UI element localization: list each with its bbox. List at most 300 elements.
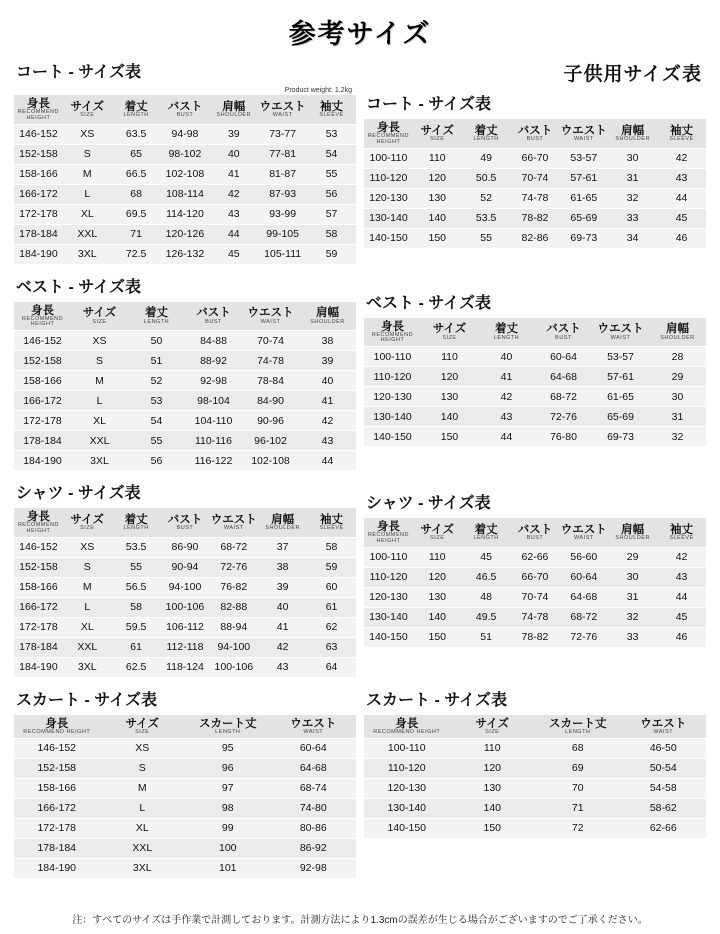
cell-height: 184-190 [19,248,58,261]
cell-shoulder: 38 [258,557,307,577]
table-body [14,537,356,677]
cell-size: L [71,391,128,411]
cell-shoulder: 40 [299,371,356,391]
cell-sleeve: 42 [657,148,706,168]
cell-skirt_length: 69 [535,758,621,778]
cell-height: 172-178 [14,617,63,637]
column-header-size [63,95,112,124]
cell-bust: 76-80 [550,430,577,443]
column-header-en: SHOULDER [660,334,695,341]
table-body [364,547,706,647]
column-header-en: BUST [176,525,194,532]
cell-height: 100-110 [364,738,450,758]
cell-length: 52 [462,188,511,208]
cell-bust: 116-122 [194,454,233,467]
cell-length: 42 [478,387,535,407]
column-header-en: WAIST [573,135,594,142]
column-header-jp: 肩幅 [222,100,246,113]
column-header-en: WAIST [303,728,324,735]
table-body [364,148,706,248]
column-header-en: SIZE [430,535,445,542]
cell-size: XL [71,411,128,431]
cell-size: 150 [440,430,459,443]
cell-shoulder: 29 [608,547,657,567]
table-row [14,838,356,858]
column-header-shoulder [209,95,258,124]
cell-skirt_length: 99 [185,818,271,838]
column-header-waist [271,715,357,738]
cell-bust: 126-132 [165,248,205,261]
cell-sleeve: 60 [307,577,356,597]
column-header-bust [511,518,560,547]
cell-sleeve: 44 [657,188,706,208]
cell-size: M [100,778,186,798]
adult-column [14,55,356,888]
header-row [364,518,706,547]
cell-waist: 64-68 [271,758,357,778]
column-header-en: LENGTH [565,728,591,735]
cell-size: 110 [450,738,536,758]
cell-size: 130 [413,188,462,208]
cell-size: L [63,597,112,617]
header-row [14,715,356,738]
cell-shoulder: 41 [299,391,356,411]
cell-skirt_length: 70 [535,778,621,798]
column-header-waist [559,518,608,547]
cell-size: 120 [421,367,478,387]
column-header-jp: サイズ [125,717,160,730]
table-row [14,451,356,471]
table-row [364,818,706,838]
cell-waist: 82-88 [209,597,258,617]
cell-waist: 53-57 [559,148,608,168]
table-row [14,537,356,557]
column-header-en: RECOMMEND HEIGHT [23,728,91,735]
column-header-en: LENGTH [473,135,499,142]
cell-waist: 73-77 [258,124,307,144]
column-header-en: LENGTH [123,111,149,118]
spacer [364,456,706,486]
cell-height: 166-172 [14,391,71,411]
cell-sleeve: 42 [657,547,706,567]
table-row [14,597,356,617]
column-header-size [63,508,112,537]
cell-waist: 86-92 [271,838,357,858]
column-header-en: WAIST [260,318,281,325]
header-row [364,318,706,347]
column-header-en: SLEEVE [669,535,694,542]
kids-vest-section [364,290,706,447]
column-header-en: RECOMMEND HEIGHT [367,133,409,145]
table-row [14,371,356,391]
adult-coat-table [14,95,356,264]
column-header-jp: ウエスト [247,307,294,320]
cell-skirt_length: 101 [218,862,237,875]
cell-height: 158-166 [14,164,63,184]
cell-size: 3XL [77,248,97,261]
column-header-shoulder [258,508,307,537]
table-row [364,407,706,427]
column-header-length [112,95,161,124]
cell-height: 120-130 [364,587,413,607]
cell-length: 55 [128,431,185,451]
cell-height: 184-190 [37,862,77,875]
table-row [14,798,356,818]
column-header-jp: 着丈 [474,124,498,137]
column-header-en: WAIST [272,111,293,118]
column-header-size [100,715,186,738]
cell-skirt_length: 100 [185,838,271,858]
column-header-jp: バスト [517,524,553,537]
column-header-en: SIZE [485,728,500,735]
cell-bust: 66-70 [511,567,560,587]
cell-sleeve: 45 [657,607,706,627]
cell-height: 120-130 [364,778,450,798]
column-header-en: RECOMMEND HEIGHT [17,522,59,535]
cell-shoulder: 37 [258,537,307,557]
cell-size: XXL [63,637,112,657]
cell-sleeve: 53 [307,124,356,144]
cell-bust: 74-78 [511,607,560,627]
column-header-length [462,518,511,547]
cell-height: 120-130 [364,188,413,208]
cell-size: XL [63,204,112,224]
cell-skirt_length: 98 [185,798,271,818]
cell-waist: 69-73 [570,232,598,245]
product-weight-note: Product weight: 1.2kg [284,87,352,94]
cell-size: 130 [421,387,478,407]
cell-waist: 68-72 [559,607,608,627]
cell-shoulder: 32 [608,188,657,208]
cell-waist: 60-64 [559,567,608,587]
cell-height: 158-166 [14,577,63,597]
cell-length: 68 [112,184,161,204]
table-row [14,244,356,264]
kids-vest-title: ベスト - サイズ表 [366,294,491,312]
column-header-height [364,318,421,347]
column-header-en: SLEEVE [319,111,344,118]
column-header-en: RECOMMEND HEIGHT [373,728,441,735]
cell-waist: 77-81 [258,144,307,164]
cell-bust: 104-110 [185,411,242,431]
column-header-en: BUST [526,135,544,142]
cell-shoulder: 29 [649,367,706,387]
column-header-waist [621,715,707,738]
cell-length: 51 [480,631,492,644]
column-header-jp: バスト [167,514,203,527]
cell-shoulder: 30 [649,387,706,407]
cell-shoulder: 39 [209,124,258,144]
header-row [364,715,706,738]
column-header-jp: サイズ [420,124,455,137]
column-header-jp: バスト [196,307,231,320]
cell-waist: 46-50 [621,738,707,758]
column-header-height [14,715,100,738]
cell-length: 44 [500,430,513,443]
cell-bust: 110-116 [185,431,242,451]
table-row [14,351,356,371]
table-row [364,347,706,367]
cell-waist: 99-105 [258,224,307,244]
cell-length: 54 [128,411,185,431]
table-row [14,391,356,411]
cell-height: 178-184 [14,224,63,244]
cell-shoulder: 31 [649,407,706,427]
cell-height: 110-120 [364,367,421,387]
cell-length: 50.5 [462,168,511,188]
cell-size: 120 [413,567,462,587]
column-header-en: BUST [176,111,194,118]
column-header-bust [511,119,560,148]
table-row [14,557,356,577]
cell-height: 100-110 [364,547,413,567]
table-row [14,124,356,144]
cell-bust: 84-88 [185,331,242,351]
cell-waist: 92-98 [299,862,327,875]
cell-bust: 88-92 [185,351,242,371]
cell-waist: 80-86 [271,818,357,838]
column-header-height [14,508,63,537]
cell-size: 140 [421,407,478,427]
cell-shoulder: 42 [299,411,356,431]
column-header-waist [592,318,649,347]
column-header-jp: 身長 [376,521,400,534]
cell-length: 53.5 [462,208,511,228]
column-header-jp: 着丈 [495,323,518,336]
cell-waist: 57-61 [559,168,608,188]
cell-height: 146-152 [14,331,71,351]
cell-size: 3XL [90,454,109,467]
cell-bust: 90-94 [161,557,210,577]
column-header-jp: サイズ [420,524,455,537]
cell-bust: 70-74 [511,168,560,188]
adult-skirt-section [14,687,356,878]
column-header-jp: サイズ [70,100,105,113]
cell-height: 158-166 [14,371,71,391]
cell-shoulder: 44 [209,224,258,244]
cell-bust: 62-66 [511,547,560,567]
cell-waist: 87-93 [258,184,307,204]
cell-bust: 108-114 [161,184,210,204]
column-header-jp: 身長 [381,320,404,333]
table-header [14,715,356,738]
table-row [364,567,706,587]
cell-waist: 68-74 [271,778,357,798]
cell-bust: 82-86 [521,232,549,245]
adult-shirt-title: シャツ - サイズ表 [16,485,141,503]
cell-bust: 64-68 [535,367,592,387]
column-header-en: SIZE [80,111,95,118]
column-header-en: SHOULDER [216,111,252,118]
column-header-jp: ウエスト [259,100,306,113]
adult-vest-title: ベスト - サイズ表 [16,278,141,296]
column-header-size [71,302,128,331]
cell-height: 130-140 [364,208,413,228]
cell-height: 172-178 [14,204,63,224]
cell-length: 66.5 [112,164,161,184]
cell-length: 49 [462,148,511,168]
cell-waist: 72-76 [570,631,598,644]
cell-sleeve: 46 [675,631,688,644]
column-header-waist [559,119,608,148]
adult-shirt-table [14,508,356,677]
cell-height: 130-140 [364,607,413,627]
cell-size: 130 [413,587,462,607]
table-row [364,208,706,228]
header-row [14,302,356,331]
column-header-jp: ウエスト [560,124,607,137]
cell-size: 130 [450,778,536,798]
column-header-shoulder [649,318,706,347]
cell-bust: 94-98 [161,124,210,144]
column-header-shoulder [608,518,657,547]
column-header-en: LENGTH [143,318,170,325]
cell-length: 51 [128,351,185,371]
cell-shoulder: 31 [608,587,657,607]
table-body [14,124,356,264]
column-header-skirt_length [185,715,271,738]
cell-height: 110-120 [364,758,450,778]
column-header-en: WAIST [610,334,631,341]
cell-bust: 98-104 [185,391,242,411]
column-header-jp: バスト [517,124,553,137]
cell-bust: 98-102 [161,144,210,164]
kids-shirt-table [364,518,706,647]
cell-length: 72.5 [125,248,147,261]
cell-shoulder: 39 [258,577,307,597]
column-header-jp: 袖丈 [320,100,344,113]
table-row [14,577,356,597]
column-header-jp: ウエスト [560,524,607,537]
column-header-en: RECOMMEND HEIGHT [17,109,59,121]
kids-vest-table [364,318,706,447]
cell-shoulder: 31 [608,168,657,188]
cell-waist: 72-76 [209,557,258,577]
kids-skirt-title: スカート - サイズ表 [366,691,507,709]
chart-columns [0,55,720,888]
cell-waist: 105-111 [264,248,302,261]
column-header-jp: 身長 [31,304,54,317]
column-header-en: RECOMMEND HEIGHT [367,532,409,545]
cell-shoulder: 41 [258,617,307,637]
cell-shoulder: 28 [649,347,706,367]
column-header-height [364,518,413,547]
measurement-disclaimer: 注：すべてのサイズは手作業で計測しております。計測方法により1.3cmの誤差が生じる場合がございますのでご了承ください。 [72,915,648,926]
column-header-jp: 身長 [26,511,50,524]
column-header-height [364,119,413,148]
column-header-jp: 身長 [395,717,419,730]
cell-height: 172-178 [14,818,100,838]
column-header-size [450,715,536,738]
column-header-shoulder [608,119,657,148]
cell-waist: 96-102 [242,431,299,451]
table-row [14,657,356,677]
cell-shoulder: 43 [276,661,289,674]
column-header-bust [535,318,592,347]
column-header-jp: サイズ [432,323,467,336]
table-header [14,95,356,124]
cell-length: 62.5 [125,661,147,674]
table-row [364,168,706,188]
cell-shoulder: 45 [227,248,240,261]
table-row [14,778,356,798]
cell-height: 100-110 [364,148,413,168]
cell-skirt_length: 96 [185,758,271,778]
column-header-en: SHOULDER [265,525,300,532]
cell-size: XXL [100,838,186,858]
cell-waist: 58-62 [621,798,707,818]
cell-length: 46.5 [462,567,511,587]
cell-size: 120 [450,758,536,778]
column-header-jp: 身長 [376,122,400,134]
adult-vest-section [14,274,356,471]
column-header-jp: ウエスト [597,323,644,336]
table-row [364,547,706,567]
column-header-waist [209,508,258,537]
column-header-en: BUST [555,334,572,341]
column-header-length [478,318,535,347]
cell-size: S [100,758,186,778]
table-row [364,798,706,818]
cell-bust: 106-112 [161,617,210,637]
cell-height: 140-150 [387,822,427,835]
column-header-length [462,119,511,148]
cell-waist: 69-73 [607,430,634,443]
cell-shoulder: 43 [209,204,258,224]
column-header-en: SIZE [135,728,150,735]
table-header [364,318,706,347]
table-row [14,858,356,878]
cell-shoulder: 40 [258,597,307,617]
table-row [14,738,356,758]
table-row [364,627,706,647]
cell-shoulder: 33 [608,208,657,228]
table-row [364,738,706,758]
column-header-jp: ウエスト [640,717,687,730]
cell-length: 65 [112,144,161,164]
cell-shoulder: 34 [626,232,639,245]
column-header-en: WAIST [653,728,674,735]
table-row [364,427,706,447]
adult-coat-title: コート - サイズ表 [16,64,141,81]
header-row [364,119,706,148]
kids-skirt-table [364,715,706,838]
column-header-jp: 袖丈 [320,514,344,527]
cell-sleeve: 64 [325,661,338,674]
table-row [14,331,356,351]
column-header-jp: 着丈 [124,100,148,113]
cell-sleeve: 55 [307,164,356,184]
column-header-jp: サイズ [475,717,510,730]
cell-length: 59.5 [112,617,161,637]
cell-sleeve: 43 [657,567,706,587]
cell-length: 61 [112,637,161,657]
table-row [14,224,356,244]
kids-heading: 子供用サイズ表 [563,64,702,85]
cell-size: 3XL [77,661,97,674]
kids-shirt-title: シャツ - サイズ表 [366,495,491,513]
column-header-en: SHOULDER [310,318,345,325]
column-header-waist [258,95,307,124]
cell-size: XL [63,617,112,637]
cell-sleeve: 63 [307,637,356,657]
cell-height: 110-120 [364,168,413,188]
cell-shoulder: 43 [299,431,356,451]
table-row [14,204,356,224]
column-header-size [413,119,462,148]
cell-length: 53.5 [112,537,161,557]
column-header-length [128,302,185,331]
